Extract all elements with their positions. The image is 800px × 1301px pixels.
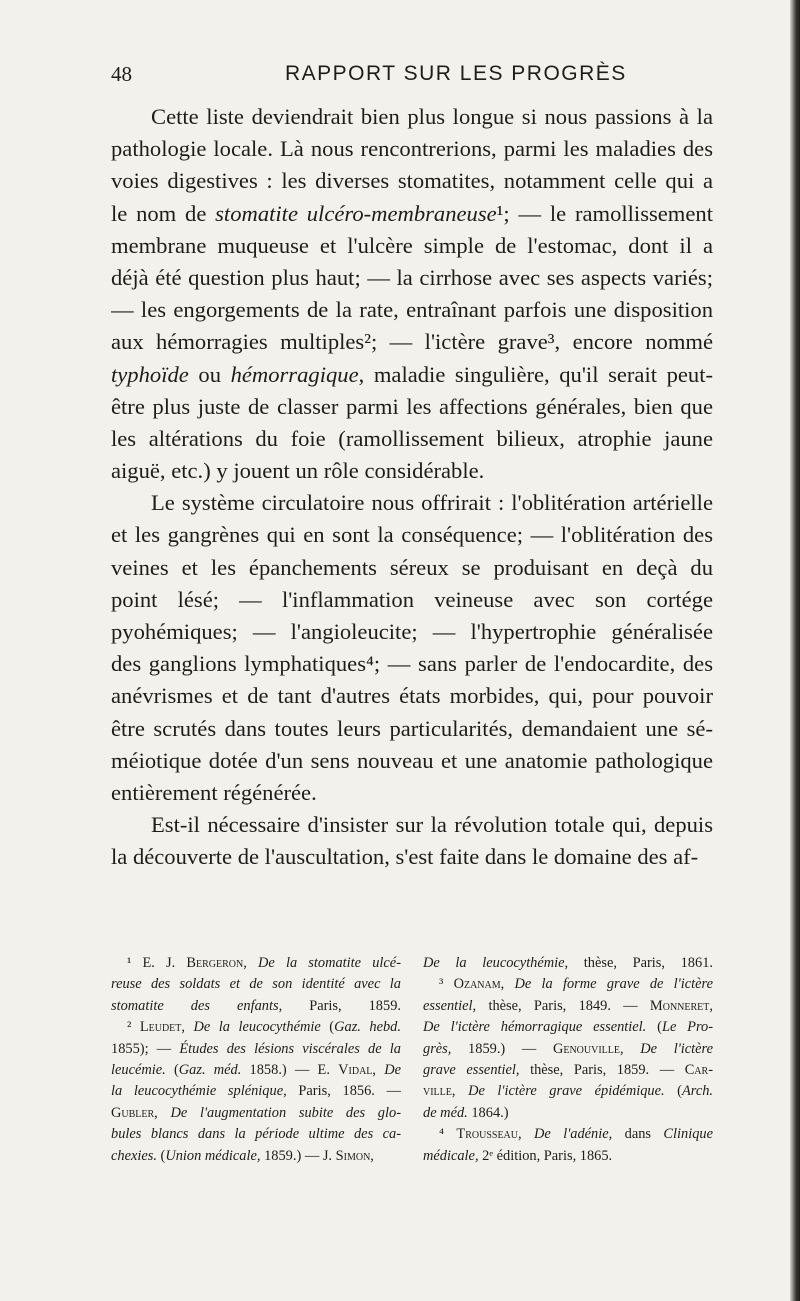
footnote-line: [111, 1081, 401, 1102]
footnote-span: (: [156, 1147, 166, 1164]
footnote-span: essentiel,: [423, 997, 477, 1014]
text-line: les altérations du foie (ramollissement bilieux, atrophie jaune: [111, 425, 713, 451]
footnote-span: Gubler: [111, 1104, 155, 1121]
footnote-span: ,: [619, 1040, 641, 1057]
text-line: voies digestives : les diverses stomatites, notamment celle qui a: [111, 168, 713, 194]
footnote-span: (: [165, 1061, 179, 1078]
footnote-span: Genouville: [552, 1040, 620, 1057]
footnote-span: la leucocythémie splénique,: [111, 1083, 287, 1100]
footnote-line: [111, 1103, 401, 1124]
footnote-span: Études des lésions viscérales de la: [179, 1040, 401, 1057]
footnote-line: [111, 1017, 401, 1038]
footnote-span: ,: [154, 1104, 171, 1121]
paragraph-1: [111, 101, 713, 487]
footnote-span: 1859.) —: [451, 1040, 553, 1057]
text-line: pathologie locale. Là nous rencontrerions, parmi les maladies des: [111, 136, 713, 162]
text-span: le nom de: [111, 200, 216, 226]
text-span: ou: [188, 361, 231, 387]
text-line: Est-il nécessaire d'insister sur la révolution totale qui, depuis: [151, 812, 713, 838]
footnote-line: [423, 1039, 713, 1060]
text-line: et les gangrènes qui en sont la conséquence; — l'oblitération des: [111, 522, 713, 548]
paragraph-2: [111, 487, 713, 809]
footnote-span: thèse, Paris, 1859. —: [519, 1061, 685, 1078]
footnotes-right-column: [423, 953, 713, 1167]
footnote-span: Le Pro-: [661, 1019, 713, 1036]
footnote-line: [423, 974, 713, 995]
text-line: aux hémorragies multiples²; — l'ictère grave³, encore nommé: [111, 329, 713, 355]
footnote-span: (: [646, 1019, 662, 1036]
footnote-span: Trousseau: [456, 1126, 519, 1143]
footnote-line: [423, 1081, 713, 1102]
text-span: ¹; — le ramollissement: [496, 200, 713, 226]
footnote-span: De l'ictère hémorragique essentiel.: [423, 1019, 647, 1036]
footnote-span: Paris, 1856. —: [286, 1083, 401, 1100]
footnote-line: [423, 1146, 713, 1167]
text-line: anévrismes et de tant d'autres états morbides, qui, pour pouvoir: [111, 683, 713, 709]
text-line: Cette liste deviendrait bien plus longue si nous passions à la: [151, 104, 713, 129]
footnote-span: ,: [372, 1061, 385, 1078]
footnote-span: Bergeron: [186, 955, 244, 971]
text-line: être scrutés dans toutes leurs particularités, demandaient une sé-: [111, 715, 713, 741]
footnote-span: De l'ictère grave épidémique.: [468, 1083, 665, 1100]
text-line: membrane muqueuse et l'ulcère simple de l'estomac, dont il a: [111, 232, 713, 258]
footnote-span: 1858.) — E.: [241, 1061, 339, 1078]
italic-span: stomatite ulcéro-membraneuse: [215, 200, 497, 226]
footnote-span: 1855); —: [111, 1040, 180, 1057]
text-line: être plus juste de classer parmi les affections générales, bien que: [111, 393, 713, 419]
footnote-span: Leudet: [139, 1019, 182, 1036]
footnote-span: (: [320, 1019, 335, 1036]
footnote-span: De l'ictère: [640, 1040, 713, 1057]
footnote-span: ,: [518, 1126, 535, 1143]
text-line: veines et les épanchements séreux se produisant en deçà du: [111, 554, 713, 580]
footnote-span: De la stomatite ulcé-: [258, 955, 401, 971]
footnote-span: ,: [370, 1147, 374, 1164]
page-edge-shadow: [790, 0, 800, 1301]
text-line: la découverte de l'auscultation, s'est faite dans le domaine des af-: [111, 844, 699, 870]
text-line: Le système circulatoire nous offrirait : l'oblitération artérielle: [151, 490, 713, 516]
footnote-line: [111, 1146, 401, 1167]
footnote-span: ,: [500, 976, 515, 993]
footnote-line: [111, 953, 401, 974]
footnote-span: thèse, Paris, 1861.: [568, 955, 713, 971]
footnote-line: [423, 996, 713, 1017]
footnote-line: [423, 1124, 713, 1145]
footnote-span: ⁴: [439, 1126, 457, 1143]
text-line: [111, 359, 713, 391]
text-line: pyohémiques; — l'angioleucite; — l'hypertrophie généralisée: [111, 619, 713, 645]
page-number: 48: [111, 62, 132, 86]
footnote-line: [423, 1017, 713, 1038]
footnote-line: [111, 1060, 401, 1081]
text-line: [111, 198, 713, 230]
text-line: entièrement régénérée.: [111, 779, 317, 805]
footnote-span: De la leucocythémie: [193, 1019, 321, 1036]
footnote-span: Arch.: [681, 1083, 713, 1100]
italic-span: hémorragique: [230, 361, 359, 387]
text-line: des ganglions lymphatiques⁴; — sans parler de l'endocardite, des: [111, 651, 713, 677]
text-line: déjà été question plus haut; — la cirrhose avec ses aspects variés;: [111, 264, 713, 290]
footnote-span: Simon: [335, 1147, 371, 1164]
footnote-span: ville: [423, 1083, 452, 1100]
footnote-span: dans: [612, 1126, 664, 1143]
italic-span: typhoïde: [111, 361, 189, 387]
footnote-span: stomatite des enfants,: [111, 997, 283, 1014]
footnote-span: ,: [709, 997, 713, 1014]
footnote-span: De: [384, 1061, 401, 1078]
text-line: aiguë, etc.) y jouent un rôle considérable.: [111, 458, 485, 484]
footnote-span: 2ᵉ édition, Paris, 1865.: [478, 1147, 613, 1164]
footnote-span: Gaz. méd.: [178, 1061, 242, 1078]
footnote-span: Car-: [684, 1061, 713, 1078]
footnote-span: ,: [451, 1083, 469, 1100]
footnote-span: Monneret: [649, 997, 710, 1014]
footnote-line: [111, 1039, 401, 1060]
footnote-span: reuse des soldats et de son identité avec la: [111, 976, 401, 993]
footnote-span: ²: [127, 1019, 140, 1036]
footnote-line: [423, 1060, 713, 1081]
footnote-line: [111, 974, 401, 995]
footnote-span: grès,: [423, 1040, 452, 1057]
footnote-span: Union médicale,: [165, 1147, 261, 1164]
footnote-span: De l'adénie,: [534, 1126, 613, 1143]
running-title: RAPPORT SUR LES PROGRÈS: [285, 62, 627, 85]
footnote-line: [423, 953, 713, 974]
footnote-span: ,: [181, 1019, 194, 1036]
footnote-span: 1864.): [467, 1104, 509, 1121]
footnote-span: thèse, Paris, 1849. —: [476, 997, 650, 1014]
text-line: méiotique dotée d'un sens nouveau et une anatomie pathologique: [111, 747, 713, 773]
paragraph-3: [111, 809, 713, 873]
running-header: [111, 62, 711, 92]
text-span: , maladie singulière, qu'il serait peut-: [358, 361, 713, 387]
footnote-span: ,: [243, 955, 258, 971]
footnote-span: ¹ E. J.: [127, 955, 187, 971]
footnote-line: [111, 996, 401, 1017]
footnote-span: De la forme grave de l'ictère: [514, 976, 713, 993]
footnote-span: (: [664, 1083, 682, 1100]
footnotes: [111, 953, 713, 1243]
footnote-span: Vidal: [338, 1061, 373, 1078]
footnote-span: de méd.: [423, 1104, 468, 1121]
footnote-span: ³: [439, 976, 454, 993]
footnote-span: De l'augmentation subite des glo-: [170, 1104, 401, 1121]
text-line: point lésé; — l'inflammation veineuse avec son cortége: [111, 586, 713, 612]
footnote-span: leucémie.: [111, 1061, 166, 1078]
text-line: — les engorgements de la rate, entraînant parfois une disposition: [111, 297, 713, 323]
footnote-span: De la leucocythémie,: [423, 955, 569, 971]
main-text: [111, 101, 713, 874]
footnotes-left-column: [111, 953, 401, 1167]
footnote-span: 1859.) — J.: [260, 1147, 336, 1164]
footnote-span: bules blancs dans la période ultime des ca-: [111, 1126, 401, 1143]
footnote-line: [423, 1103, 713, 1124]
footnote-span: médicale,: [423, 1147, 479, 1164]
footnote-span: chexies.: [111, 1147, 157, 1164]
footnote-line: [111, 1124, 401, 1145]
footnote-span: Clinique: [663, 1126, 713, 1143]
footnote-span: Gaz. hebd.: [334, 1019, 401, 1036]
footnote-span: Paris, 1859.: [282, 997, 401, 1014]
footnote-span: grave essentiel,: [423, 1061, 520, 1078]
footnote-span: Ozanam: [453, 976, 501, 993]
